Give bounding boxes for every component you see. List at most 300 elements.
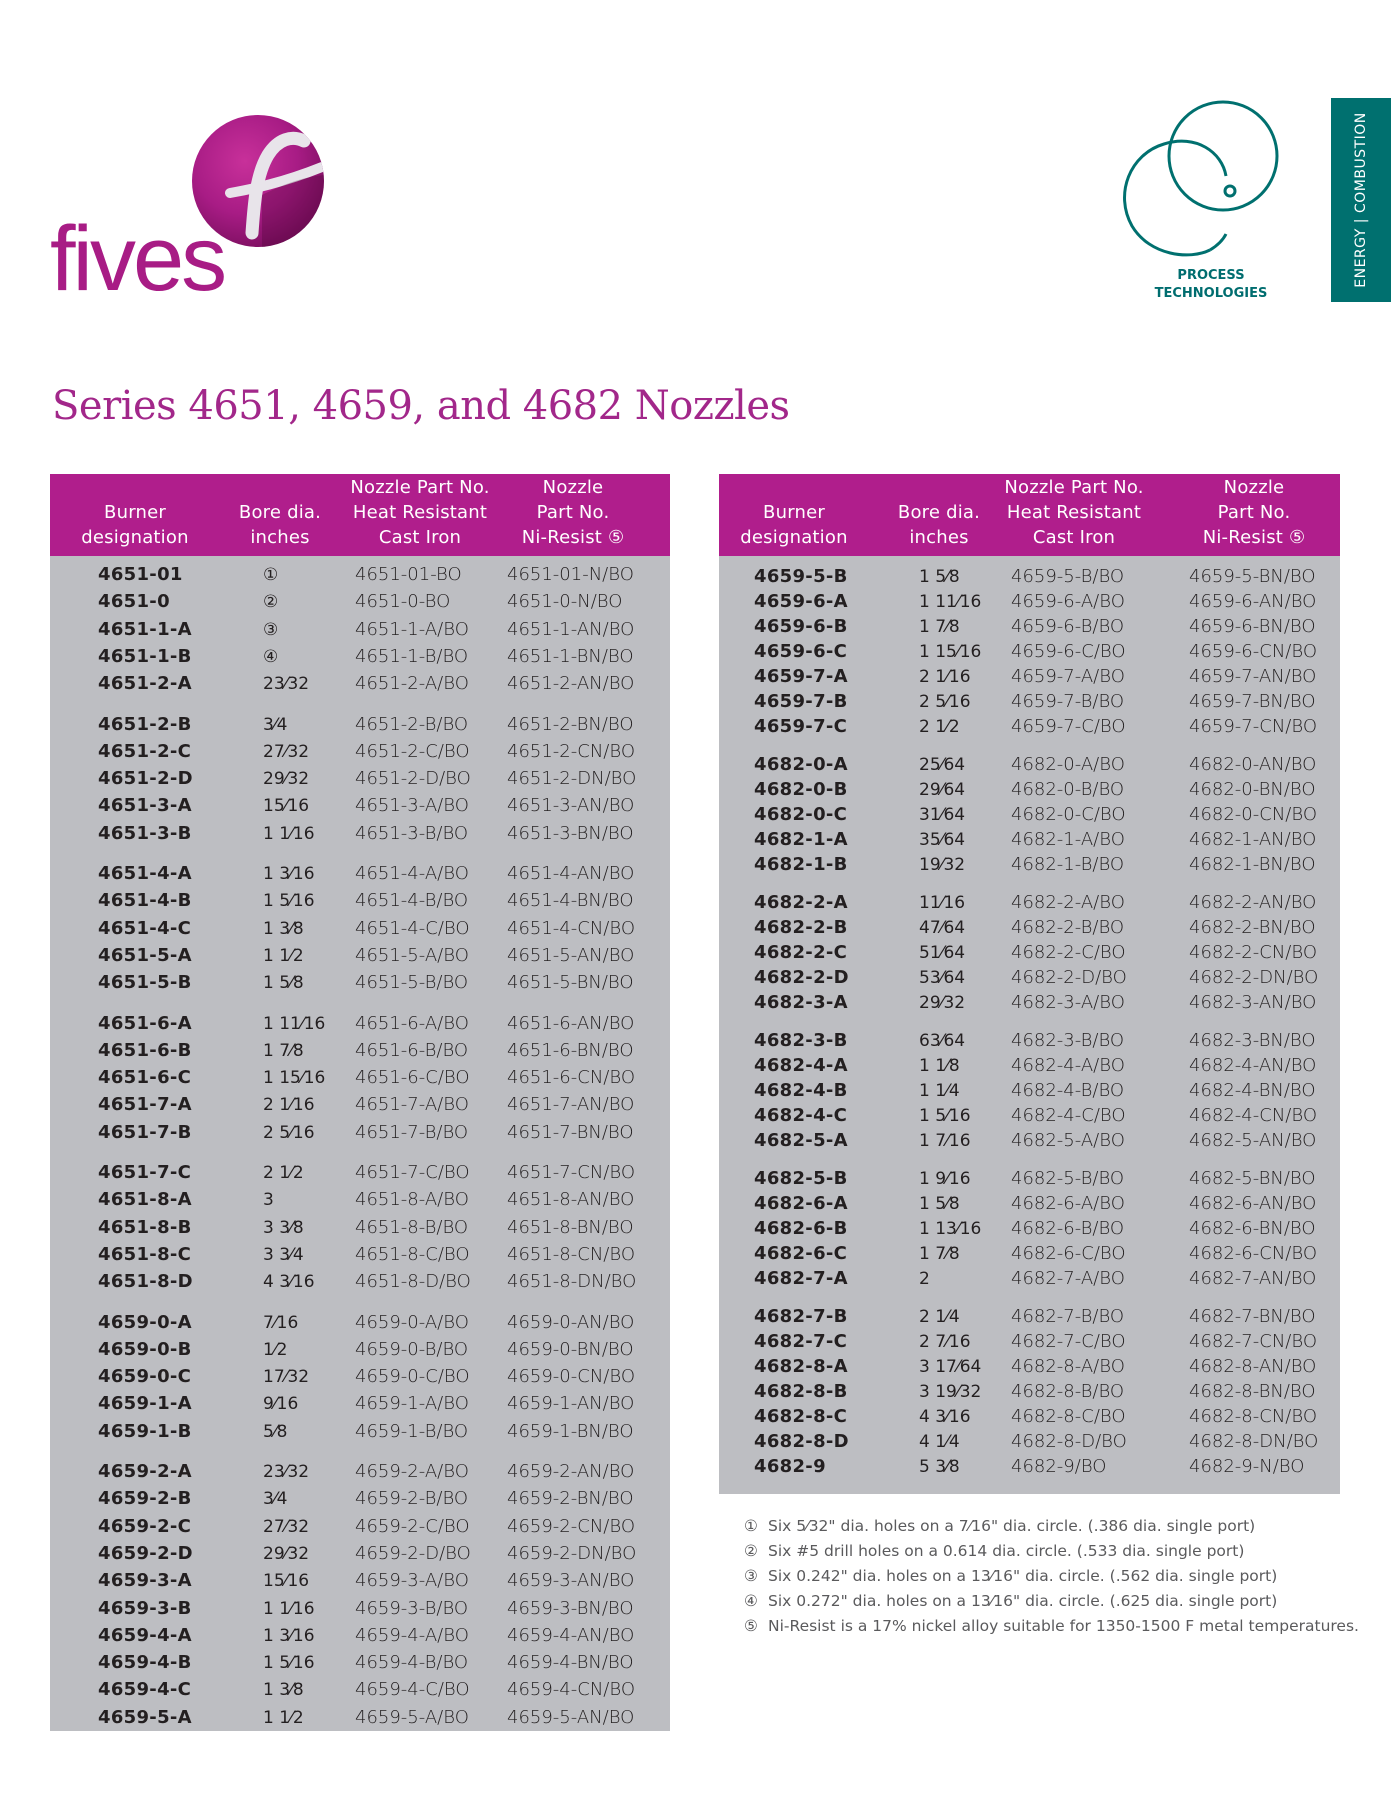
footnote-text: Six 5⁄32" dia. holes on a 7⁄16" dia. circle. (.386 dia. single port) (768, 1517, 1256, 1535)
table-row (719, 1078, 1340, 1104)
cast-iron-part-no: 4651-2-C/BO (355, 740, 470, 762)
burner-designation: 4659-5-A (98, 1706, 192, 1728)
ni-resist-part-no: 4651-7-BN/BO (507, 1121, 634, 1143)
burner-designation: 4682-2-A (754, 892, 848, 913)
bore-diameter: 7⁄16 (263, 1312, 299, 1333)
burner-designation: 4682-6-C (754, 1243, 848, 1264)
ni-resist-part-no: 4651-1-BN/BO (507, 645, 634, 667)
burner-designation: 4659-6-B (754, 616, 848, 637)
bore-diameter: 31⁄64 (919, 805, 966, 825)
burner-designation: 4682-1-B (754, 854, 848, 875)
table-row (50, 1486, 670, 1512)
ni-resist-part-no: 4659-3-AN/BO (507, 1570, 635, 1592)
bore-diameter: 1 7⁄8 (919, 617, 960, 637)
footnote-text: Six 0.272" dia. holes on a 13⁄16" dia. circle. (.625 dia. single port) (768, 1592, 1278, 1610)
burner-designation: 4682-8-D (754, 1431, 849, 1452)
cast-iron-part-no: 4659-7-A/BO (1011, 666, 1125, 687)
ni-resist-part-no: 4682-2-CN/BO (1189, 942, 1317, 963)
burner-designation: 4651-7-B (98, 1121, 192, 1143)
ni-resist-part-no: 4682-8-CN/BO (1189, 1406, 1317, 1427)
burner-designation: 4659-7-C (754, 716, 848, 737)
table-row (50, 1391, 670, 1417)
cast-iron-part-no: 4659-0-A/BO (355, 1311, 469, 1333)
burner-designation: 4682-2-B (754, 917, 848, 938)
table-row (719, 1128, 1340, 1154)
cast-iron-part-no: 4651-3-B/BO (355, 822, 469, 844)
burner-designation: 4682-0-B (754, 779, 848, 800)
footnote-item (744, 1614, 1364, 1639)
ni-resist-part-no: 4659-7-BN/BO (1189, 691, 1316, 712)
cast-iron-part-no: 4659-3-B/BO (355, 1597, 469, 1619)
bore-diameter: 1 7⁄8 (919, 1244, 960, 1264)
ni-resist-part-no: 4659-7-CN/BO (1189, 716, 1317, 737)
ni-resist-part-no: 4682-0-CN/BO (1189, 804, 1317, 825)
header-cast-iron: Nozzle Part No. Heat Resistant Cast Iron (350, 477, 490, 548)
cast-iron-part-no: 4659-0-C/BO (355, 1366, 470, 1388)
cast-iron-part-no: 4682-5-B/BO (1011, 1168, 1125, 1189)
cast-iron-part-no: 4682-0-C/BO (1011, 804, 1126, 825)
ni-resist-part-no: 4682-4-BN/BO (1189, 1080, 1316, 1101)
bore-diameter: 1 5⁄16 (263, 891, 315, 912)
bore-diameter: 2 (919, 1269, 930, 1289)
bore-diameter: 3 3⁄4 (263, 1244, 304, 1265)
side-tab-label: ENERGY | COMBUSTION (1353, 112, 1369, 288)
cast-iron-part-no: 4659-4-C/BO (355, 1679, 470, 1701)
cast-iron-part-no: 4659-6-B/BO (1011, 616, 1125, 637)
table-row (50, 671, 670, 697)
bore-diameter: 15⁄16 (263, 796, 310, 817)
ni-resist-part-no: 4659-5-AN/BO (507, 1706, 635, 1728)
table-row (50, 1160, 670, 1186)
header-ni-resist: Nozzle Part No. Ni-Resist ⑤ (1202, 477, 1306, 548)
ni-resist-part-no: 4682-7-CN/BO (1189, 1331, 1317, 1352)
bore-diameter: 17⁄32 (263, 1367, 310, 1388)
cast-iron-part-no: 4682-4-B/BO (1011, 1080, 1125, 1101)
bore-diameter: ③ (263, 619, 279, 640)
cast-iron-part-no: 4651-4-A/BO (355, 863, 469, 884)
bore-diameter: 1 5⁄16 (263, 1653, 315, 1674)
burner-designation: 4682-9 (754, 1456, 826, 1477)
burner-designation: 4682-6-B (754, 1218, 848, 1239)
burner-designation: 4651-4-B (98, 890, 192, 912)
process-technologies-circles-icon (1120, 98, 1310, 258)
table-row (50, 1677, 670, 1703)
table-row (50, 1187, 670, 1213)
table-row (50, 1650, 670, 1676)
bore-diameter: 2 5⁄16 (919, 692, 971, 712)
bore-diameter: 1 1⁄4 (919, 1081, 960, 1101)
bore-diameter: 4 3⁄16 (919, 1407, 971, 1427)
cast-iron-part-no: 4659-6-A/BO (1011, 591, 1125, 612)
cast-iron-part-no: 4682-4-C/BO (1011, 1105, 1126, 1126)
table-row (719, 1241, 1340, 1267)
table-row (50, 861, 670, 887)
ni-resist-part-no: 4682-7-AN/BO (1189, 1268, 1317, 1289)
table-row (719, 827, 1340, 853)
ni-resist-part-no: 4682-5-BN/BO (1189, 1168, 1316, 1189)
bore-diameter: 3 19⁄32 (919, 1382, 982, 1402)
burner-designation: 4682-0-C (754, 804, 848, 825)
cast-iron-part-no: 4659-4-A/BO (355, 1624, 469, 1646)
cast-iron-part-no: 4651-01-BO (355, 564, 462, 585)
burner-designation: 4659-6-A (754, 591, 848, 612)
ni-resist-part-no: 4651-3-BN/BO (507, 822, 634, 844)
bore-diameter: 1 7⁄16 (919, 1131, 971, 1151)
burner-designation: 4651-5-A (98, 944, 192, 966)
cast-iron-part-no: 4659-2-A/BO (355, 1461, 469, 1482)
bore-diameter: 27⁄32 (263, 1516, 310, 1537)
nozzle-table-right (719, 474, 1340, 1494)
cast-iron-part-no: 4682-0-A/BO (1011, 754, 1125, 775)
ni-resist-part-no: 4659-4-CN/BO (507, 1679, 635, 1701)
cast-iron-part-no: 4659-7-C/BO (1011, 716, 1126, 737)
burner-designation: 4682-1-A (754, 829, 848, 850)
ni-resist-part-no: 4659-1-BN/BO (507, 1420, 634, 1442)
burner-designation: 4659-0-A (98, 1311, 192, 1333)
table-row (50, 1541, 670, 1567)
bore-diameter: 3 3⁄8 (263, 1217, 304, 1238)
table-row (719, 852, 1340, 878)
ni-resist-part-no: 4659-2-BN/BO (507, 1488, 634, 1510)
bore-diameter: 5⁄8 (263, 1421, 288, 1442)
ni-resist-part-no: 4682-2-DN/BO (1189, 967, 1319, 988)
table-row (50, 644, 670, 670)
ni-resist-part-no: 4682-1-AN/BO (1189, 829, 1317, 850)
page-title: Series 4651, 4659, and 4682 Nozzles (52, 383, 790, 429)
cast-iron-part-no: 4659-0-B/BO (355, 1338, 469, 1360)
bore-diameter: 1 3⁄8 (263, 918, 304, 939)
bore-diameter: 1⁄2 (263, 1339, 288, 1360)
bore-diameter: 1 11⁄16 (919, 592, 982, 612)
process-technologies-label: PROCESS TECHNOLOGIES (1154, 268, 1268, 301)
cast-iron-part-no: 4682-3-A/BO (1011, 992, 1125, 1013)
table-row (719, 940, 1340, 966)
burner-designation: 4651-6-C (98, 1067, 192, 1089)
burner-designation: 4659-5-B (754, 566, 848, 587)
burner-designation: 4651-0 (98, 591, 170, 613)
bore-diameter: 2 5⁄16 (263, 1122, 315, 1143)
burner-designation: 4651-5-B (98, 972, 192, 994)
cast-iron-part-no: 4651-2-D/BO (355, 768, 471, 790)
bore-diameter: 1 1⁄2 (263, 1707, 304, 1728)
ni-resist-part-no: 4682-2-BN/BO (1189, 917, 1316, 938)
ni-resist-part-no: 4659-0-AN/BO (507, 1311, 635, 1333)
burner-designation: 4659-4-A (98, 1624, 192, 1646)
table-row (50, 1705, 670, 1731)
ni-resist-part-no: 4651-5-AN/BO (507, 944, 635, 966)
burner-designation: 4659-2-A (98, 1461, 192, 1482)
burner-designation: 4659-6-C (754, 641, 848, 662)
ni-resist-part-no: 4651-7-AN/BO (507, 1094, 635, 1116)
burner-designation: 4682-3-B (754, 1030, 848, 1051)
bore-diameter: 3 17⁄64 (919, 1357, 982, 1377)
footnote-text: Six 0.242" dia. holes on a 13⁄16" dia. circle. (.562 dia. single port) (768, 1567, 1278, 1585)
table-row (719, 1216, 1340, 1242)
burner-designation: 4682-4-C (754, 1105, 848, 1126)
table-row (50, 766, 670, 792)
header-bore: Bore dia. inches (897, 502, 981, 548)
cast-iron-part-no: 4682-7-A/BO (1011, 1268, 1125, 1289)
burner-designation: 4682-4-B (754, 1080, 848, 1101)
table-row (50, 1120, 670, 1146)
table-row (719, 1454, 1340, 1480)
table-row (719, 1191, 1340, 1217)
bore-diameter: 1 1⁄8 (919, 1056, 960, 1076)
ni-resist-part-no: 4651-8-AN/BO (507, 1189, 635, 1211)
burner-designation: 4659-2-B (98, 1488, 192, 1510)
burner-designation: 4651-7-A (98, 1094, 192, 1116)
ni-resist-part-no: 4651-4-BN/BO (507, 890, 634, 912)
bore-diameter: 9⁄16 (263, 1394, 299, 1415)
cast-iron-part-no: 4659-3-A/BO (355, 1570, 469, 1592)
bore-diameter: 29⁄32 (919, 993, 966, 1013)
table-row (719, 1354, 1340, 1380)
ni-resist-part-no: 4682-3-AN/BO (1189, 992, 1317, 1013)
table-row (50, 617, 670, 643)
cast-iron-part-no: 4682-2-C/BO (1011, 942, 1126, 963)
header-burner: Burner designation (81, 502, 189, 548)
bore-diameter: 29⁄64 (919, 780, 966, 800)
bore-diameter: 1 5⁄8 (919, 567, 960, 587)
cast-iron-part-no: 4651-6-B/BO (355, 1039, 469, 1061)
table-row (719, 639, 1340, 665)
ni-resist-part-no: 4651-0-N/BO (507, 591, 623, 613)
bore-diameter: 1 1⁄16 (263, 1598, 315, 1619)
ni-resist-part-no: 4651-4-CN/BO (507, 917, 635, 939)
burner-designation: 4682-8-C (754, 1406, 848, 1427)
table-row (50, 793, 670, 819)
table-row (50, 1364, 670, 1390)
bore-diameter: 1 3⁄16 (263, 1625, 315, 1646)
cast-iron-part-no: 4682-2-B/BO (1011, 917, 1125, 938)
bore-diameter: ② (263, 592, 279, 613)
ni-resist-part-no: 4682-6-CN/BO (1189, 1243, 1317, 1264)
burner-designation: 4682-7-C (754, 1331, 848, 1352)
burner-designation: 4682-6-A (754, 1193, 848, 1214)
table-row (50, 1623, 670, 1649)
ni-resist-part-no: 4651-2-CN/BO (507, 740, 635, 762)
bore-diameter: 2 1⁄4 (919, 1307, 960, 1327)
cast-iron-part-no: 4682-4-A/BO (1011, 1055, 1125, 1076)
ni-resist-part-no: 4651-8-CN/BO (507, 1243, 635, 1265)
burner-designation: 4651-6-B (98, 1039, 192, 1061)
burner-designation: 4682-3-A (754, 992, 848, 1013)
footnote-item (744, 1539, 1364, 1564)
burner-designation: 4651-3-A (98, 795, 192, 817)
burner-designation: 4682-7-B (754, 1306, 848, 1327)
ni-resist-part-no: 4682-3-BN/BO (1189, 1030, 1316, 1051)
cast-iron-part-no: 4659-5-A/BO (355, 1706, 469, 1728)
ni-resist-part-no: 4682-2-AN/BO (1189, 892, 1317, 913)
ni-resist-part-no: 4651-1-AN/BO (507, 618, 635, 640)
table-row (719, 802, 1340, 828)
table-header (50, 474, 670, 556)
cast-iron-part-no: 4659-1-A/BO (355, 1393, 469, 1415)
ni-resist-part-no: 4682-6-AN/BO (1189, 1193, 1317, 1214)
burner-designation: 4659-7-A (754, 666, 848, 687)
bore-diameter: 1 5⁄16 (919, 1106, 971, 1126)
footnote-text: Six #5 drill holes on a 0.614 dia. circle. (.533 dia. single port) (768, 1542, 1245, 1560)
table-row (719, 564, 1340, 590)
bore-diameter: 3⁄4 (263, 714, 288, 735)
bore-diameter: 15⁄16 (263, 1571, 310, 1592)
burner-designation: 4651-6-A (98, 1012, 192, 1034)
ni-resist-part-no: 4659-1-AN/BO (507, 1393, 635, 1415)
burner-designation: 4651-8-A (98, 1189, 192, 1211)
table-row (50, 888, 670, 914)
bore-diameter: 3⁄4 (263, 1489, 288, 1510)
cast-iron-part-no: 4659-2-B/BO (355, 1488, 469, 1510)
cast-iron-part-no: 4651-7-B/BO (355, 1121, 469, 1143)
ni-resist-part-no: 4659-2-DN/BO (507, 1542, 637, 1564)
burner-designation: 4651-1-B (98, 645, 192, 667)
cast-iron-part-no: 4651-7-C/BO (355, 1162, 470, 1183)
bore-diameter: 25⁄64 (919, 755, 966, 775)
cast-iron-part-no: 4651-8-A/BO (355, 1189, 469, 1211)
footnote-item (744, 1564, 1364, 1589)
table-row (719, 1028, 1340, 1054)
burner-designation: 4682-2-C (754, 942, 848, 963)
ni-resist-part-no: 4682-8-DN/BO (1189, 1431, 1319, 1452)
burner-designation: 4659-4-C (98, 1679, 192, 1701)
burner-designation: 4659-2-C (98, 1515, 192, 1537)
header-ni-resist: Nozzle Part No. Ni-Resist ⑤ (521, 477, 625, 548)
cast-iron-part-no: 4651-4-B/BO (355, 890, 469, 912)
bore-diameter: 5 3⁄8 (919, 1457, 960, 1477)
bore-diameter: 35⁄64 (919, 830, 966, 850)
table-row (719, 777, 1340, 803)
ni-resist-part-no: 4682-9-N/BO (1189, 1456, 1305, 1477)
burner-designation: 4651-2-C (98, 740, 192, 762)
bore-diameter: 1 3⁄16 (263, 864, 315, 884)
ni-resist-part-no: 4659-3-BN/BO (507, 1597, 634, 1619)
ni-resist-part-no: 4659-2-CN/BO (507, 1515, 635, 1537)
ni-resist-part-no: 4659-5-BN/BO (1189, 566, 1316, 587)
table-row (50, 1038, 670, 1064)
cast-iron-part-no: 4682-9/BO (1011, 1456, 1107, 1477)
cast-iron-part-no: 4659-5-B/BO (1011, 566, 1125, 587)
table-row (50, 1215, 670, 1241)
table-row (50, 821, 670, 847)
table-row (719, 1166, 1340, 1192)
bore-diameter: 4 1⁄4 (919, 1432, 960, 1452)
burner-designation: 4682-4-A (754, 1055, 848, 1076)
ni-resist-part-no: 4651-6-AN/BO (507, 1012, 635, 1034)
bore-diameter: 1 15⁄16 (263, 1068, 326, 1089)
table-row (719, 714, 1340, 740)
bore-diameter: 3 (263, 1190, 274, 1211)
ni-resist-part-no: 4659-2-AN/BO (507, 1461, 635, 1482)
table-row (719, 890, 1340, 916)
table-row (719, 965, 1340, 991)
ni-resist-part-no: 4651-4-AN/BO (507, 863, 635, 884)
burner-designation: 4682-5-B (754, 1168, 848, 1189)
bore-diameter: 23⁄32 (263, 674, 310, 695)
table-row (719, 1429, 1340, 1455)
ni-resist-part-no: 4682-6-BN/BO (1189, 1218, 1316, 1239)
cast-iron-part-no: 4651-8-B/BO (355, 1216, 469, 1238)
table-row (719, 1404, 1340, 1430)
ni-resist-part-no: 4659-6-CN/BO (1189, 641, 1317, 662)
table-row (50, 916, 670, 942)
ni-resist-part-no: 4651-7-CN/BO (507, 1162, 635, 1183)
ni-resist-part-no: 4651-2-BN/BO (507, 713, 634, 735)
table-row (50, 1011, 670, 1037)
table-row (719, 990, 1340, 1016)
cast-iron-part-no: 4682-3-B/BO (1011, 1030, 1125, 1051)
nozzle-table-left (50, 474, 670, 1731)
burner-designation: 4659-1-A (98, 1393, 192, 1415)
burner-designation: 4651-4-A (98, 863, 192, 884)
burner-designation: 4651-2-A (98, 673, 192, 695)
cast-iron-part-no: 4651-8-C/BO (355, 1243, 470, 1265)
cast-iron-part-no: 4682-2-A/BO (1011, 892, 1125, 913)
bore-diameter: 1 1⁄16 (263, 823, 315, 844)
table-row (719, 614, 1340, 640)
cast-iron-part-no: 4682-7-B/BO (1011, 1306, 1125, 1327)
ni-resist-part-no: 4651-2-AN/BO (507, 673, 635, 695)
ni-resist-part-no: 4651-6-BN/BO (507, 1039, 634, 1061)
ni-resist-part-no: 4651-8-DN/BO (507, 1271, 637, 1293)
cast-iron-part-no: 4651-6-C/BO (355, 1067, 470, 1089)
burner-designation: 4682-8-B (754, 1381, 848, 1402)
bore-diameter: 2 7⁄16 (919, 1332, 971, 1352)
ni-resist-part-no: 4651-3-AN/BO (507, 795, 635, 817)
bore-diameter: 2 1⁄2 (263, 1163, 304, 1183)
cast-iron-part-no: 4651-7-A/BO (355, 1094, 469, 1116)
burner-designation: 4659-2-D (98, 1542, 193, 1564)
ni-resist-part-no: 4651-5-BN/BO (507, 972, 634, 994)
table-row (719, 752, 1340, 778)
table-row (719, 1103, 1340, 1129)
burner-designation: 4659-0-C (98, 1366, 192, 1388)
table-row (50, 589, 670, 615)
ni-resist-part-no: 4682-0-AN/BO (1189, 754, 1317, 775)
burner-designation: 4651-1-A (98, 618, 192, 640)
bore-diameter: 2 1⁄2 (919, 717, 960, 737)
bore-diameter: 11⁄16 (919, 893, 966, 913)
burner-designation: 4651-3-B (98, 822, 192, 844)
cast-iron-part-no: 4682-1-B/BO (1011, 854, 1125, 875)
bore-diameter: 23⁄32 (263, 1462, 310, 1482)
header-burner: Burner designation (740, 502, 848, 548)
table-row (719, 1053, 1340, 1079)
burner-designation: 4659-0-B (98, 1338, 192, 1360)
table-row (719, 664, 1340, 690)
footnote-marker: ④ (744, 1592, 758, 1610)
ni-resist-part-no: 4682-5-AN/BO (1189, 1130, 1317, 1151)
table-row (50, 970, 670, 996)
ni-resist-part-no: 4651-8-BN/BO (507, 1216, 634, 1238)
cast-iron-part-no: 4651-2-B/BO (355, 713, 469, 735)
cast-iron-part-no: 4659-4-B/BO (355, 1652, 469, 1674)
table-row (50, 1092, 670, 1118)
footnote-marker: ⑤ (744, 1617, 758, 1635)
cast-iron-part-no: 4682-8-A/BO (1011, 1356, 1125, 1377)
cast-iron-part-no: 4659-2-D/BO (355, 1542, 471, 1564)
footnote-item (744, 1514, 1364, 1539)
bore-diameter: 19⁄32 (919, 855, 966, 875)
burner-designation: 4659-4-B (98, 1652, 192, 1674)
cast-iron-part-no: 4651-1-B/BO (355, 645, 469, 667)
bore-diameter: 27⁄32 (263, 741, 310, 762)
cast-iron-part-no: 4682-2-D/BO (1011, 967, 1127, 988)
cast-iron-part-no: 4651-1-A/BO (355, 618, 469, 640)
table-row (50, 1242, 670, 1268)
table-row (50, 1337, 670, 1363)
table-row (719, 1379, 1340, 1405)
header-cast-iron: Nozzle Part No. Heat Resistant Cast Iron (1004, 477, 1144, 548)
